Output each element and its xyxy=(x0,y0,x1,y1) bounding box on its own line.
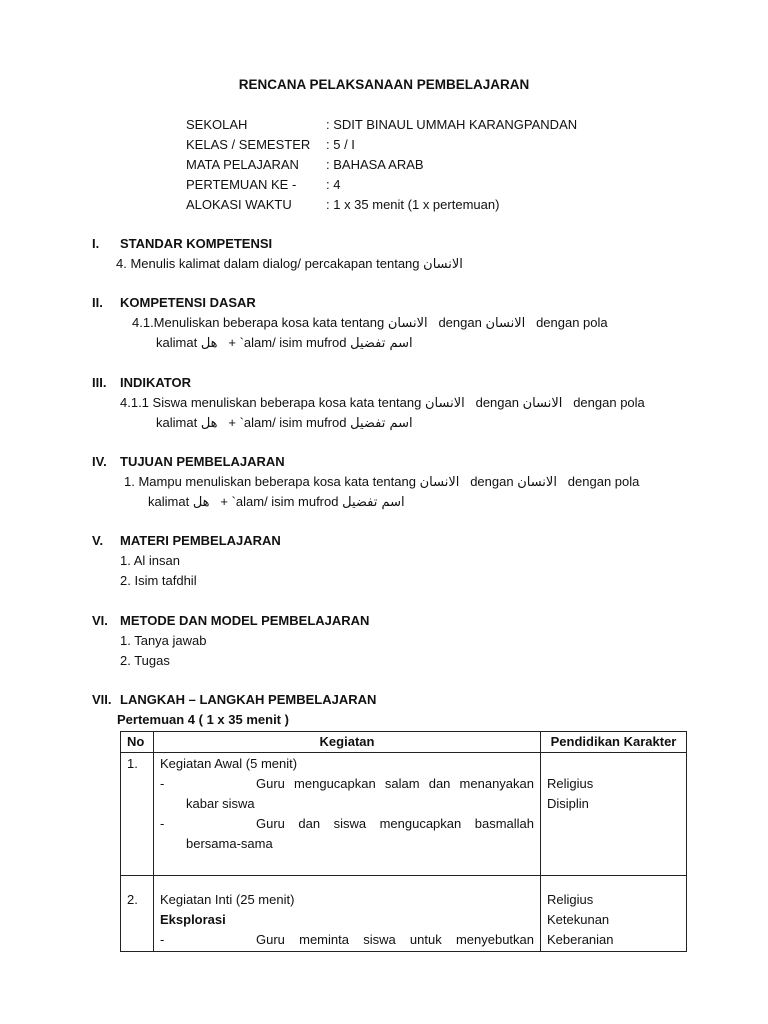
arabic-word: الانسان xyxy=(517,475,557,490)
identity-value: : 4 xyxy=(326,177,341,192)
item-text: kalimat xyxy=(148,494,190,509)
bullet-continuation: kabar siswa xyxy=(186,796,255,811)
identity-value: : 5 / I xyxy=(326,137,355,152)
item-text: kalimat xyxy=(156,335,198,350)
section-item xyxy=(148,493,405,511)
bullet-dash: - xyxy=(160,816,165,831)
character-value: Religius xyxy=(547,892,594,907)
character-value: Disiplin xyxy=(547,796,589,811)
arabic-word: الانسان xyxy=(387,316,428,331)
character-cell xyxy=(541,753,687,876)
arabic-word: اسم تفضيل xyxy=(350,416,413,431)
table-row xyxy=(121,753,687,876)
item-text: 4. Menulis kalimat dalam dialog/ percakapan tentang xyxy=(116,256,420,271)
arabic-word: الانسان xyxy=(485,316,526,331)
activity-bullet xyxy=(160,930,534,950)
list-item: 1. Al insan xyxy=(120,553,180,568)
section-item xyxy=(156,414,413,432)
activity-bullet xyxy=(160,774,534,794)
section-heading xyxy=(92,374,191,392)
section-item xyxy=(132,314,608,332)
identity-row xyxy=(186,136,355,154)
activity-cell xyxy=(154,753,541,876)
meeting-subtitle: Pertemuan 4 ( 1 x 35 menit ) xyxy=(117,712,289,727)
bullet-dash: - xyxy=(160,932,165,947)
character-value: Ketekunan xyxy=(547,912,610,927)
item-text: dengan xyxy=(475,395,519,410)
item-text: dengan xyxy=(438,315,482,330)
item-text: 1. Mampu menuliskan beberapa kosa kata tentang xyxy=(124,474,416,489)
column-header: No xyxy=(121,732,154,753)
arabic-word: الانسان xyxy=(425,396,465,411)
row-number: 2. xyxy=(121,876,154,952)
activity-cell xyxy=(154,876,541,952)
steps-table xyxy=(120,731,687,952)
item-text: + `alam/ isim mufrod xyxy=(228,415,347,430)
section-number: II. xyxy=(92,295,103,310)
arabic-word: هل xyxy=(200,336,218,351)
section-heading xyxy=(92,235,272,253)
section-number: III. xyxy=(92,375,107,390)
section-title: INDIKATOR xyxy=(120,375,192,390)
section-number: VII. xyxy=(92,692,112,707)
character-value: Religius xyxy=(547,776,594,791)
item-text: 4.1.1 Siswa menuliskan beberapa kosa kata tentang xyxy=(120,395,422,410)
identity-row xyxy=(186,176,340,194)
arabic-word: هل xyxy=(192,495,210,510)
identity-key: SEKOLAH xyxy=(186,117,248,132)
table-row xyxy=(121,876,687,952)
activity-heading: Kegiatan Inti (25 menit) xyxy=(160,892,295,907)
section-heading xyxy=(92,294,256,312)
section-title: STANDAR KOMPETENSI xyxy=(120,236,273,251)
document-title: RENCANA PELAKSANAAN PEMBELAJARAN xyxy=(238,77,530,92)
list-item: 2. Isim tafdhil xyxy=(120,573,197,588)
arabic-word: الانسان xyxy=(522,396,563,411)
section-heading xyxy=(92,453,285,471)
activity-bullet xyxy=(160,814,534,834)
section-heading xyxy=(92,532,281,550)
row-number: 1. xyxy=(121,753,154,876)
arabic-word: الانسان xyxy=(419,475,460,490)
item-text: dengan pola xyxy=(567,474,640,489)
section-title: TUJUAN PEMBELAJARAN xyxy=(120,454,285,469)
item-text: dengan xyxy=(470,474,514,489)
section-title: METODE DAN MODEL PEMBELAJARAN xyxy=(120,613,370,628)
item-text: + `alam/ isim mufrod xyxy=(220,494,339,509)
arabic-word: اسم تفضيل xyxy=(342,495,405,510)
identity-key: KELAS / SEMESTER xyxy=(186,137,311,152)
section-item xyxy=(120,394,645,412)
section-number: I. xyxy=(92,236,100,251)
arabic-word: الانسان xyxy=(423,257,463,272)
identity-key: MATA PELAJARAN xyxy=(186,157,299,172)
identity-key: PERTEMUAN KE - xyxy=(186,177,297,192)
section-title: MATERI PEMBELAJARAN xyxy=(120,533,281,548)
column-header: Kegiatan xyxy=(154,732,541,753)
section-number: V. xyxy=(92,533,104,548)
section-number: VI. xyxy=(92,613,108,628)
identity-value: : SDIT BINAUL UMMAH KARANGPANDAN xyxy=(326,117,578,132)
column-header: Pendidikan Karakter xyxy=(541,732,687,753)
identity-row xyxy=(186,116,577,134)
identity-row xyxy=(186,156,424,174)
bullet-continuation: bersama-sama xyxy=(186,836,273,851)
table-header-row xyxy=(121,732,687,753)
bullet-dash: - xyxy=(160,776,165,791)
identity-row xyxy=(186,196,499,214)
section-item xyxy=(124,473,639,491)
character-value: Keberanian xyxy=(547,932,614,947)
character-cell xyxy=(541,876,687,952)
item-text: 4.1.Menuliskan beberapa kosa kata tentang xyxy=(132,315,385,330)
section-item xyxy=(116,255,463,273)
section-heading xyxy=(92,612,369,630)
section-item xyxy=(156,334,413,352)
section-number: IV. xyxy=(92,454,107,469)
bullet-text: Guru meminta siswa untuk menyebutkan xyxy=(256,932,534,947)
item-text: dengan pola xyxy=(536,315,608,330)
identity-value: : 1 x 35 menit (1 x pertemuan) xyxy=(326,197,500,212)
bullet-text: Guru dan siswa mengucapkan basmallah xyxy=(256,816,534,831)
section-heading xyxy=(92,691,376,709)
item-text: dengan pola xyxy=(573,395,645,410)
bullet-text: Guru mengucapkan salam dan menanyakan xyxy=(256,776,534,791)
section-title: LANGKAH – LANGKAH PEMBELAJARAN xyxy=(120,692,377,707)
arabic-word: هل xyxy=(200,416,218,431)
activity-heading: Kegiatan Awal (5 menit) xyxy=(160,756,298,771)
identity-value: : BAHASA ARAB xyxy=(326,157,424,172)
arabic-word: اسم تفضيل xyxy=(350,336,413,351)
item-text: kalimat xyxy=(156,415,198,430)
list-item: 2. Tugas xyxy=(120,653,170,668)
section-title: KOMPETENSI DASAR xyxy=(120,295,256,310)
item-text: + `alam/ isim mufrod xyxy=(228,335,347,350)
activity-subheading: Eksplorasi xyxy=(160,912,226,927)
list-item: 1. Tanya jawab xyxy=(120,633,207,648)
identity-key: ALOKASI WAKTU xyxy=(186,197,292,212)
